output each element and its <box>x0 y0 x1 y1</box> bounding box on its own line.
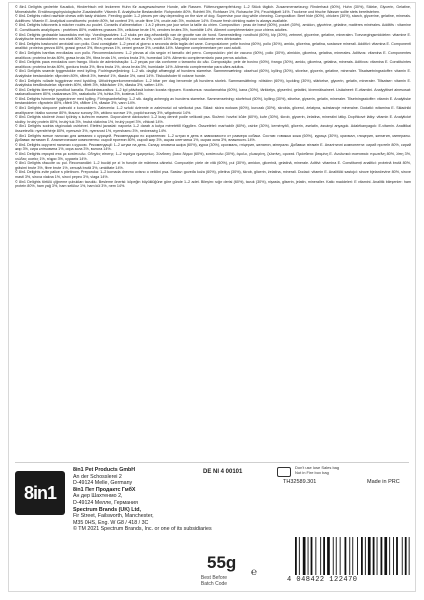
net-weight: 55g <box>207 553 237 572</box>
paragraph-hu: © 8in1 Delights sodrás rágórudak csirkével. Etetési javaslat: naponta 1–2 darab a kutya méretétől függően. Összetétel: marhabőr (60%), csirke (30%), keményítő, glicerin, zselatin, ásványi anyagok. Adalékanyagok: E-vitamin. Analitikai összetevők: nyersfehérje 80%, nyerszsír 3%, nyersrost 1%, nyershamu 3%, nedvesség 14%. <box>15 124 411 134</box>
paragraph-fi: © 8in1 Delights kierretyt purutikut kanalla. Ruokintasuositus: 1–2 kpl päivässä koiran koosta riippuen. Koostumus: naudannahka (60%), kana (30%), tärkkelys, glyseriini, gelatiini, kivennäisaineet. Lisäaineet: E-vitamiini. Analyyttiset ainesosat: raakavalkuainen 80%, raakarasva 3%, raakakuitu 1%, tuhka 3%, kosteus 14%. <box>15 87 411 97</box>
estimate-sign <box>251 562 261 578</box>
paragraph-ro: © 8in1 Delights răsucite cu pui. Recomandări: 1–2 bucăți pe zi în funcție de mărimea câinelui. Compoziție: piele de vită (60%), pui (30%), amidon, glicerină, gelatină, minerale. Aditivi: vitamina E. Constituenți analitici: proteină brută 80%, grăsimi brute 3%, fibre brute 1%, cenușă brută 3%, umiditate 14%. <box>15 161 411 170</box>
paragraph-nl: © 8in1 Delights gedraaide kauwsticks met kip. Voedingsadvies: 1–2 stuks per dag afhankelijk van de grootte van de hond. Samenstelling: rundhuid (60%), kip (30%), zetmeel, glycerine, gelatine, mineralen. Toevoegingsmiddelen: vitamine E. Analytische bestanddelen: ruw eiwit 80%, ruw vet 3%, ruwe celstof 1%, ruwe as 3%, vocht 14%. Zorg altijd voor voldoende vers drinkwater. <box>15 32 411 42</box>
company-street: An der Schosslerei 2 <box>73 473 122 480</box>
paragraph-no: © 8in1 Delights tvinnede tyggepinner med kylling. Fôringsanbefaling: 1–2 stk. daglig avhengig av hundens størrelse. Sammensetning: storfehud (60%), kylling (30%), stivelse, glyserin, gelatin, mineraler. Tilsetningsstoffer: vitamin E. Analytiske bestanddeler: råprotein 80%, råfett 3%, råfiber 1%, råaske 3%, vann 14%. <box>15 96 411 106</box>
company-city-ru: D-49124 Мелле, Германия <box>73 499 138 506</box>
paragraph-es: © 8in1 Delights barritas enrolladas con pollo. Recomendaciones: 1–2 piezas al día según el tamaño del perro. Composición: piel de vacuno (60%), pollo (30%), almidón, glicerina, gelatina, minerales. Aditivos: vitamina E. Componentes analíticos: proteína bruta 80%, grasa bruta 3%, fibra bruta 1%, ceniza bruta 3%, humedad 14%. Alimento complementario para perros adultos. <box>15 50 411 60</box>
lot-number: TH32589.301 <box>283 479 317 485</box>
section-divider <box>15 462 409 463</box>
paragraph-fr: © 8in1 Delights bâtonnets à mâcher roulés au poulet. Conseils d’alimentation : 1 à 2 pièces par jour selon la taille du chien. Composition : peau de bœuf (60%), poulet (30%), amidon, glycérine, gélatine, matières minérales. Additifs : vitamine E. Constituants analytiques : protéines 80%, matières grasses 3%, cellulose brute 1%, cendres brutes 3%, humidité 14%. Aliment complémentaire pour chiens adultes. <box>15 23 411 32</box>
recycle-icon <box>277 467 291 477</box>
paragraph-sv: © 8in1 Delights rullade tuggpinnar med kyckling. Utfodringsrekommendation: 1–2 bitar per dag beroende på hundens storlek. Sammansättning: nötskinn (60%), kyckling (30%), stärkelse, glycerin, gelatin, mineraler. Tillsatser: vitamin E. Analytiska beståndsdelar: råprotein 80%, råfett 3%, trådräcker 1%, råaska 3%, vatten 14%. <box>15 78 411 88</box>
company-street-ru: Ан дер Шахтенмо 2, <box>73 493 123 500</box>
recycle-note: Don't use lose Sales bag Not in Fire box bag <box>295 465 340 475</box>
company-name-ru: 8in1 Пет Продактс ГмбХ <box>73 486 136 493</box>
brand-logo <box>15 471 65 515</box>
barcode-bars <box>293 537 411 575</box>
best-before-text: Best Before <box>200 575 228 581</box>
paragraph-pl: © 8in1 Delights skręcone pałeczki z kurczakiem. Zalecenia: 1–2 sztuki dziennie w zależności od wielkości psa. Skład: skóra wołowa (60%), kurczak (30%), skrobia, glicerol, żelatyna, substancje mineralne. Dodatki: witamina E. Składniki analityczne: białko surowe 80%, tłuszcz surowy 3%, włókno surowe 1%, popiół surowy 3%, wilgotność 14%. <box>15 106 411 115</box>
multilingual-text-block <box>15 5 411 460</box>
label-footer <box>15 465 411 589</box>
paragraph-pt: © 8in1 Delights paus enrolados com frango. Modo de administração: 1–2 peças por dia conforme o tamanho do cão. Composição: pele de bovino (60%), frango (30%), amido, glicerina, gelatina, minerais. Aditivos: vitamina E. Constituintes analíticos: proteína bruta 80%, gordura bruta 3%, fibra bruta 1%, cinza bruta 3%, humidade 14%. Alimento complementar para cães adultos. <box>15 60 411 69</box>
paragraph-hr: © 8in1 Delights zvite palice s piletinom. Preporuka: 1–2 komada dnevno ovisno o veličini psa. Sastav: goveđa koža (60%), piletina (30%), škrob, glicerin, želatina, minerali. Dodaci: vitamin E. Analitički sastojci: sirove bjelančevine 80%, sirove masti 3%, sirova vlakna 1%, sirovi pepeo 3%, vlaga 14%. <box>15 170 411 179</box>
country-of-origin: Made in PRC <box>367 479 400 485</box>
paragraph-cs: © 8in1 Delights stočené žvací tyčinky s kuřecím masem. Doporučené dávkování: 1–2 kusy denně podle velikosti psa. Složení: hovězí kůže (60%), kuře (30%), škrob, glycerin, želatina, minerální látky. Doplňkové látky: vitamin E. Analytické složky: hrubý protein 80%, hrubý tuk 3%, hrubá vláknina 1%, hrubý popel 3%, vlhkost 14%. <box>15 115 411 124</box>
company-city: D-49124 Melle, Germany <box>73 480 133 487</box>
uk-company-city: M35 0HS, Eng. W G8 / 418 / 3C <box>73 519 149 526</box>
brand-logo-text: 8in1 <box>23 482 57 503</box>
uk-company-street: Fir Street, Failsworth, Manchester, <box>73 513 154 520</box>
paragraph-tr: © 8in1 Delights törtülü çiğneme çubukları tavuklu. Besleme önerisi: köpeğin büyüklüğüne göre günde 1–2 adet. Bileşim: sığır derisi (60%), tavuk (30%), nişasta, gliserin, jelatin, mineraller. Katkı maddeleri: E vitamini. Analitik bileşenler: ham protein 80%, ham yağ 3%, ham selüloz 1%, ham kül 3%, nem 14%. <box>15 179 411 189</box>
company-address <box>73 467 212 533</box>
paragraph-en: © 8in1 Delights rolled rawhide chews with tasty chicken. Feeding guide: 1–2 pieces per day depending on the size of dog. Supervise your dog while chewing. Composition: Beef hide (60%), chicken (30%), starch, glycerine, gelatine, minerals. Additives: Vitamin E. Analytical constituents: protein 80%, fat content 3%, crude fibre 1%, crude ash 3%, moisture 14%. Ensure fresh drinking water is always available. <box>15 14 411 23</box>
paragraph-it: © 8in1 Delights bastoncini arrotolati con pollo. Dosi consigliate: 1–2 pezzi al giorno a seconda della taglia del cane. Composizione: pelle bovina (60%), pollo (30%), amido, glicerina, gelatina, sostanze minerali. Additivi: vitamina E. Componenti analitici: proteina grezza 80%, grassi grezzi 3%, fibra grezza 1%, ceneri grezze 3%, umidità 14%. Mangime complementare per cani adulti. <box>15 41 411 51</box>
copyright-line: © TM 2021 Spectrum Brands, Inc. or one of its subsidiaries <box>73 526 212 533</box>
best-before-label <box>184 575 244 587</box>
paragraph-ru: © 8in1 Delights витые палочки для жевания с курицей. Рекомендации по кормлению: 1–2 штуки в день в зависимости от размера собаки. Состав: говяжья кожа (60%), курица (30%), крахмал, глицерин, желатин, минералы. Добавки: витамин E. Аналитические компоненты: сырой протеин 80%, сырой жир 3%, сырая клетчатка 1%, сырая зола 3%, влажность 14%. <box>15 133 411 143</box>
paragraph-el: © 8in1 Delights στριφτά στικ με κοτόπουλο. Οδηγίες σίτισης: 1–2 τεμάχια ημερησίως. Σύνθεση: βοειο δέρμα (60%), κοτόπουλο (30%), άμυλο, γλυκερίνη, ζελατίνη, ορυκτά. Πρόσθετα: βιταμίνη E. Αναλυτικά συστατικά: πρωτεΐνη 80%, λίπη 3%, ινώδεις ουσίες 1%, τέφρα 3%, υγρασία 14%. <box>15 152 411 161</box>
company-name: 8in1 Pet Products GmbH <box>73 467 136 473</box>
batch-code-text: Batch Code <box>200 581 228 587</box>
label-panel <box>8 2 416 592</box>
barcode-digits: 4 048422 122470 <box>287 576 358 584</box>
uk-company-name: Spectrum Brands (UK) Ltd, <box>73 506 141 513</box>
registration-code: DE NI 4 00101 <box>203 469 243 475</box>
estimate-sign-glyph: ℮ <box>251 567 258 578</box>
paragraph-de: © 8in1 Delights gedrehte Kaustick, Hinderfrisch mit leckerem Huhn für ausgewachsene Hunde, alle Rassen. Fütterungsempfehlung: 1–2 Stück täglich. Zusammensetzung: Rinderhaut (60%), Huhn (30%), Stärke, Glycerin, Gelatine, Mineralstoffe. Ernährungsphysiologische Zusatzstoffe: Vitamin E. Analytische Bestandteile: Rohprotein 80%, Rohfett 3%, Rohfaser 1%, Rohasche 3%, Feuchtigkeit 14%. Trockene und frische Wasser sollte stets bereitstehen. <box>15 5 411 14</box>
paragraph-da: © 8in1 Delights snøede tyggestokke med kylling. Fodringsvejledning: 1–2 stk. dagligt afhængigt af hundens størrelse. Sammensætning: oksehud (60%), kylling (30%), stivelse, glycerin, gelatine, mineraler. Tilsatsætningsstoffer: vitamin E. Analytiske bestanddele: råprotein 80%, råfedt 3%, træstof 1%, råaske 3%, vand 14%. Tilskudsfoder til voksne hunde. <box>15 69 411 78</box>
paragraph-uk: © 8in1 Delights скручені палички з куркою. Рекомендації: 1–2 штуки на день. Склад: яловича шкіра (60%), курка (30%), крохмаль, гліцерин, желатин, мінерали. Добавки: вітамін E. Аналітичні компоненти: сирий протеїн 80%, сирий жир 3%, сира клітковина 1%, сира зола 3%, волога 14%. <box>15 142 411 152</box>
barcode <box>287 537 415 587</box>
